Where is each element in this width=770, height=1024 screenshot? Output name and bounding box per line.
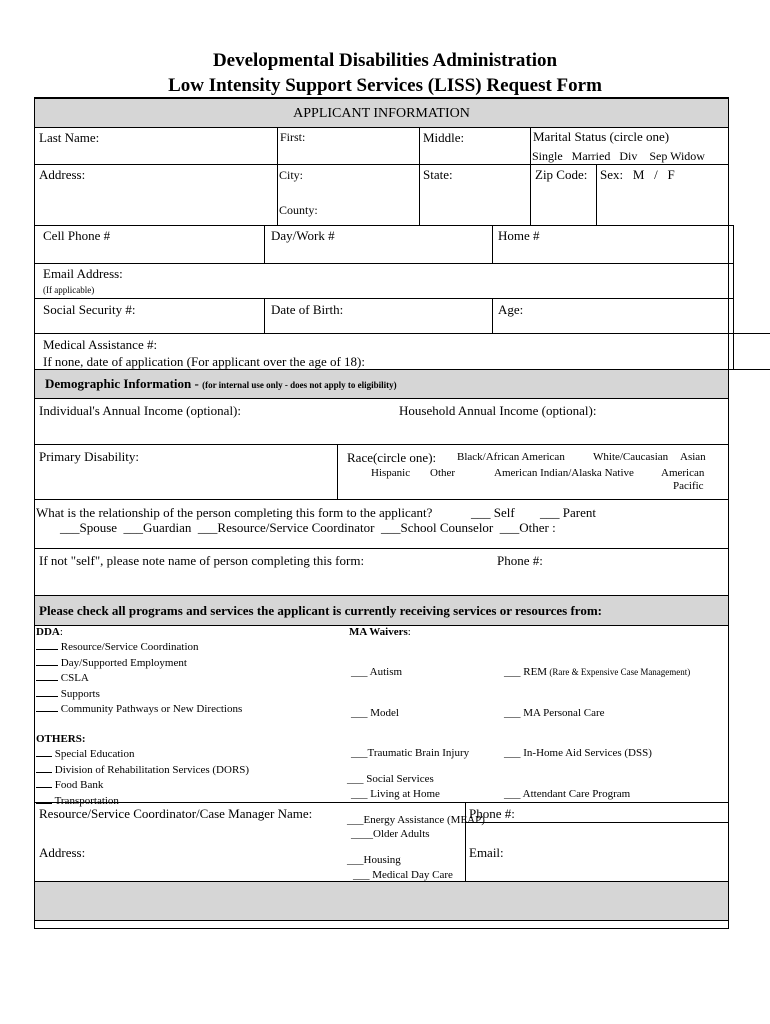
coordinator-address-label: Address: (39, 845, 86, 860)
list-item: Supports (36, 686, 242, 702)
not-self-phone-label: Phone #: (497, 553, 543, 568)
list-item: ___ Autism (351, 666, 403, 678)
list-item: Transportation (36, 793, 249, 809)
ssn-label: Social Security #: (43, 302, 136, 317)
form-title: Developmental Disabilities Administration (212, 50, 558, 71)
medical-assistance-label: Medical Assistance #: (43, 337, 158, 352)
race-asian: Asian (680, 451, 706, 463)
cell-phone-label: Cell Phone # (43, 228, 111, 243)
race-black: Black/African American (457, 451, 565, 463)
list-item: ___ Living at Home (351, 787, 440, 800)
middle-name-label: Middle: (423, 130, 465, 145)
zip-label: Zip Code: (535, 167, 588, 182)
demographic-header: Demographic Information - (for internal use only - does not apply to eligibility) (45, 376, 397, 391)
others-list (36, 746, 249, 808)
age-label: Age: (498, 302, 524, 317)
relationship-self: ___ Self (471, 505, 515, 520)
coordinator-phone-label: Phone #: (469, 806, 515, 821)
list-item: Resource/Service Coordination (36, 639, 242, 655)
list-item: ___Housing (347, 854, 401, 866)
ma-waivers-label: MA Waivers: (349, 626, 411, 638)
rem-list (504, 639, 690, 815)
individual-income-label: Individual's Annual Income (optional): (39, 403, 241, 418)
dob-label: Date of Birth: (271, 302, 344, 317)
list-item: ___ REM (Rare & Expensive Case Management) (504, 666, 691, 678)
city-label: City: (279, 168, 304, 182)
state-label: State: (423, 167, 453, 182)
medical-none-label: If none, date of application (For applicant over the age of 18): (43, 354, 365, 369)
race-white: White/Caucasian (593, 451, 669, 463)
race-other: Other (430, 467, 456, 479)
list-item: Special Education (36, 746, 249, 762)
list-item: ___Traumatic Brain Injury (351, 747, 470, 759)
list-item: ___ Social Services (347, 773, 434, 785)
relationship-options: ___Spouse ___Guardian ___Resource/Service Coordinator ___School Counselor ___Other : (60, 520, 556, 535)
list-item: ___ In-Home Aid Services (DSS) (504, 747, 652, 759)
sex-label: Sex: M / F (600, 167, 675, 182)
marital-status-label: Marital Status (circle one) (533, 129, 670, 144)
race-pacific: Pacific (673, 480, 704, 492)
list-item: Division of Rehabilitation Services (DORS) (36, 762, 249, 778)
race-hispanic: Hispanic (371, 467, 411, 479)
list-item: Community Pathways or New Directions (36, 701, 242, 717)
marital-options: Single Married Div Sep Widow (532, 149, 705, 163)
list-item: ___ Attendant Care Program (504, 787, 631, 800)
bottom-band (35, 881, 728, 921)
coordinator-email-label: Email: (469, 845, 504, 860)
form-subtitle: Low Intensity Support Services (LISS) Request Form (168, 75, 602, 96)
primary-disability-label: Primary Disability: (39, 449, 140, 464)
list-item: ___ Medical Day Care (353, 868, 453, 881)
race-american: American (661, 467, 705, 479)
others-label: OTHERS: (36, 733, 86, 745)
relationship-parent: ___ Parent (540, 505, 596, 520)
list-item: ___Energy Assistance (MEAP) (347, 813, 485, 826)
household-income-label: Household Annual Income (optional): (399, 403, 597, 418)
list-item: ___ MA Personal Care (504, 706, 605, 719)
relationship-question: What is the relationship of the person completing this form to the applicant? (36, 505, 433, 520)
last-name-label: Last Name: (39, 130, 100, 145)
race-american-indian: American Indian/Alaska Native (494, 467, 634, 479)
home-phone-label: Home # (498, 228, 540, 243)
county-label: County: (279, 203, 318, 217)
applicant-header: APPLICANT INFORMATION (293, 106, 470, 121)
day-work-label: Day/Work # (271, 228, 335, 243)
list-item: CSLA (36, 670, 242, 686)
list-item: Day/Supported Employment (36, 655, 242, 671)
list-item: ____Older Adults (351, 828, 430, 840)
programs-header: Please check all programs and services the applicant is currently receiving services or resources from: (39, 603, 602, 618)
list-item: ___ Model (351, 706, 399, 719)
first-name-label: First: (280, 130, 306, 144)
list-item: Food Bank (36, 777, 249, 793)
address-label: Address: (39, 167, 86, 182)
coordinator-name-label: Resource/Service Coordinator/Case Manager Name: (39, 806, 313, 821)
email-label: Email Address: (43, 266, 123, 281)
dda-list (36, 639, 242, 717)
email-note: (If applicable) (43, 285, 95, 295)
race-label: Race(circle one): (347, 450, 437, 465)
not-self-label: If not "self", please note name of person completing this form: (39, 553, 365, 568)
dda-label: DDA: (36, 626, 63, 638)
